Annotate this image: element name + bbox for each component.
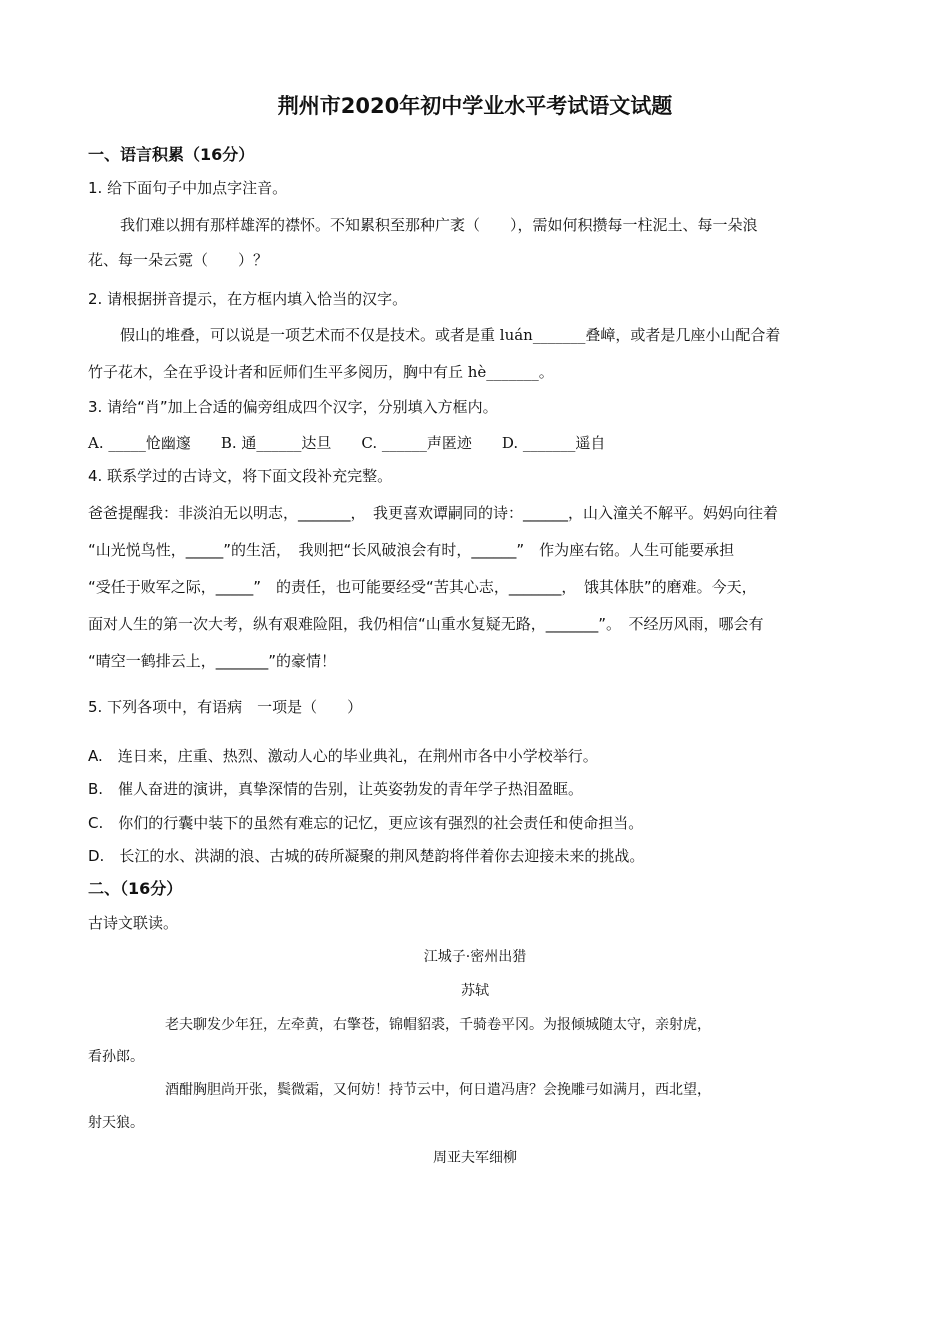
q2-line1: 假山的堆叠，可以说是一项艺术而不仅是技术。或者是重 luán_______叠嶂，或者是几座小山配合着 — [120, 326, 781, 344]
q4-line: 爸爸提醒我：非淡泊无以明志，_______， 我更喜欢谭嗣同的诗：______，山入潼关不解平。妈妈向往着 — [88, 504, 779, 522]
q3-options: A. _____怆幽邃 B. 通______达旦 C. ______声匿迹 D. _______遥自 — [88, 434, 606, 452]
q5-prompt: 5. 下列各项中，有语病 一项是（ ） — [88, 698, 363, 716]
q1-line2: 花、每一朵云霓（ ）？ — [88, 251, 269, 269]
q1-line1: 我们难以拥有那样雄浑的襟怀。不知累积至那种广袤（ ），需如何积攒每一柱泥土、每一朵浪 — [120, 216, 758, 234]
page-title: 荆州市2020年初中学业水平考试语文试题 — [277, 94, 673, 118]
poem-line: 老夫聊发少年狂，左牵黄，右擎苍，锦帽貂裘，千骑卷平冈。为报倾城随太守，亲射虎， — [165, 1017, 711, 1033]
q5-option-a: A. 连日来，庄重、热烈、激动人心的毕业典礼，在荆州市各中小学校举行。 — [88, 747, 598, 765]
q4-line: “晴空一鹤排云上，_______”的豪情！ — [88, 652, 337, 670]
section1-heading: 一、语言积累（16分） — [88, 145, 255, 164]
poem-line: 射天狼。 — [88, 1115, 144, 1131]
poem2-title: 周亚夫军细柳 — [433, 1150, 517, 1166]
q2-line2: 竹子花木，全在乎设计者和匠师们生平多阅历，胸中有丘 hè_______。 — [88, 363, 554, 381]
q5-option-d: D. 长江的水、洪湖的浪、古城的砖所凝聚的荆风楚韵将伴着你去迎接未来的挑战。 — [88, 847, 645, 865]
q5-option-c: C. 你们的行囊中装下的虽然有难忘的记忆，更应该有强烈的社会责任和使命担当。 — [88, 814, 644, 832]
poem1-author: 苏轼 — [461, 983, 489, 999]
q5-option-b: B. 催人奋进的演讲，真挚深情的告别，让英姿勃发的青年学子热泪盈眶。 — [88, 780, 584, 798]
q4-line: 面对人生的第一次大考，纵有艰难险阻，我仍相信“山重水复疑无路，_______”。 不经历风雨，哪会有 — [88, 615, 764, 633]
poem-line: 酒酣胸胆尚开张，鬓微霜，又何妨！持节云中，何日遣冯唐？会挽雕弓如满月，西北望， — [165, 1082, 711, 1098]
section2-intro: 古诗文联读。 — [88, 914, 179, 932]
q2-prompt: 2. 请根据拼音提示，在方框内填入恰当的汉字。 — [88, 290, 408, 308]
q1-prompt: 1. 给下面句子中加点字注音。 — [88, 179, 288, 197]
q4-line: “山光悦鸟性，_____”的生活， 我则把“长风破浪会有时，______” 作为座右铭。人生可能要承担 — [88, 541, 735, 559]
q4-line: “受任于败军之际，_____” 的责任，也可能要经受“苦其心志，_______， 饿其体肤”的磨难。今天， — [88, 578, 757, 596]
section2-heading: 二、（16分） — [88, 879, 183, 898]
poem1-title: 江城子·密州出猎 — [423, 949, 527, 965]
poem-line: 看孙郎。 — [88, 1049, 144, 1065]
q3-prompt: 3. 请给“肖”加上合适的偏旁组成四个汉字，分别填入方框内。 — [88, 398, 498, 416]
q4-prompt: 4. 联系学过的古诗文，将下面文段补充完整。 — [88, 467, 393, 485]
